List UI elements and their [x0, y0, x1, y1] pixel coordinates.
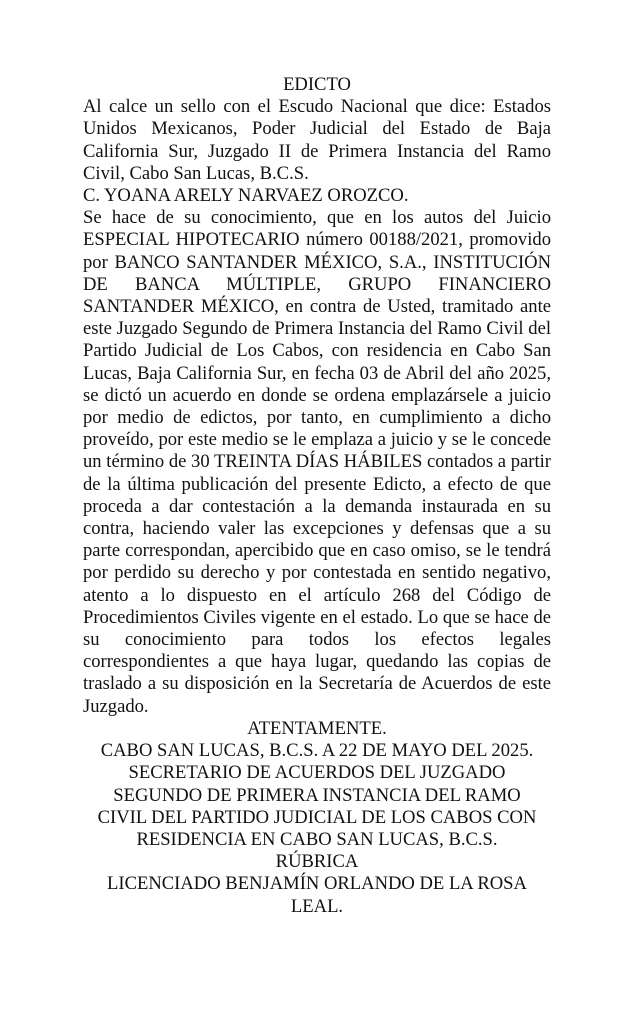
office-line-3: CIVIL DEL PARTIDO JUDICIAL DE LOS CABOS CON — [97, 806, 537, 828]
document-title: EDICTO — [283, 74, 351, 95]
body-paragraph: Se hace de su conocimiento, que en los autos del Juicio ESPECIAL HIPOTECARIO número 00188/2021, promovido por BANCO SANTANDER MÉXICO, S.A., INSTITUCIÓN DE BANCA MÚLTIPLE, GRUPO FINANCIERO SANTANDER MÉXICO, en contra de Usted, tramitado ante este Juzgado Segundo de Primera Instancia del Ramo Civil del Partido Judicial de Los Cabos, con residencia en Cabo San Lucas, Baja California Sur, en fecha 03 de Abril del año 2025, se dictó un acuerdo en donde se ordena emplazársele a juicio por medio de edictos, por tanto, en cumplimiento a dicho proveído, por este medio se le emplaza a juicio y se le concede un término de 30 TREINTA DÍAS HÁBILES contados a partir de la última publicación del presente Edicto, a efecto de que proceda a dar contestación a la demanda instaurada en su contra, haciendo valer las excepciones y defensas que a su parte correspondan, apercibido que en caso omiso, se le tendrá por perdido su derecho y por contestada en sentido negativo, atento a lo dispuesto en el artículo 268 del Código de Procedimientos Civiles vigente en el estado. Lo que se hace de su conocimiento para todos los efectos legales correspondientes a que haya lugar, quedando las copias de traslado a su disposición en la Secretaría de Acuerdos de este Juzgado. — [83, 207, 551, 717]
closing-salutation: ATENTAMENTE. — [247, 717, 387, 739]
office-line-1: SECRETARIO DE ACUERDOS DEL JUZGADO — [128, 762, 506, 784]
signer-line-2: LEAL. — [290, 895, 344, 917]
office-line-2: SEGUNDO DE PRIMERA INSTANCIA DEL RAMO — [113, 784, 521, 806]
seal-paragraph: Al calce un sello con el Escudo Nacional que dice: Estados Unidos Mexicanos, Poder Judicial del Estado de Baja California Sur, Juzgado II de Primera Instancia del Ramo Civil, Cabo San Lucas, B.C.S. — [83, 96, 551, 184]
office-line-4: RESIDENCIA EN CABO SAN LUCAS, B.C.S. — [136, 828, 498, 850]
signature-note: RÚBRICA — [275, 851, 359, 873]
addressee: C. YOANA ARELY NARVAEZ OROZCO. — [83, 185, 409, 207]
edict-document — [83, 74, 551, 918]
closing-block — [83, 718, 551, 918]
signer-line-1: LICENCIADO BENJAMÍN ORLANDO DE LA ROSA — [107, 873, 527, 895]
closing-place-date: CABO SAN LUCAS, B.C.S. A 22 DE MAYO DEL 2025. — [100, 740, 534, 762]
